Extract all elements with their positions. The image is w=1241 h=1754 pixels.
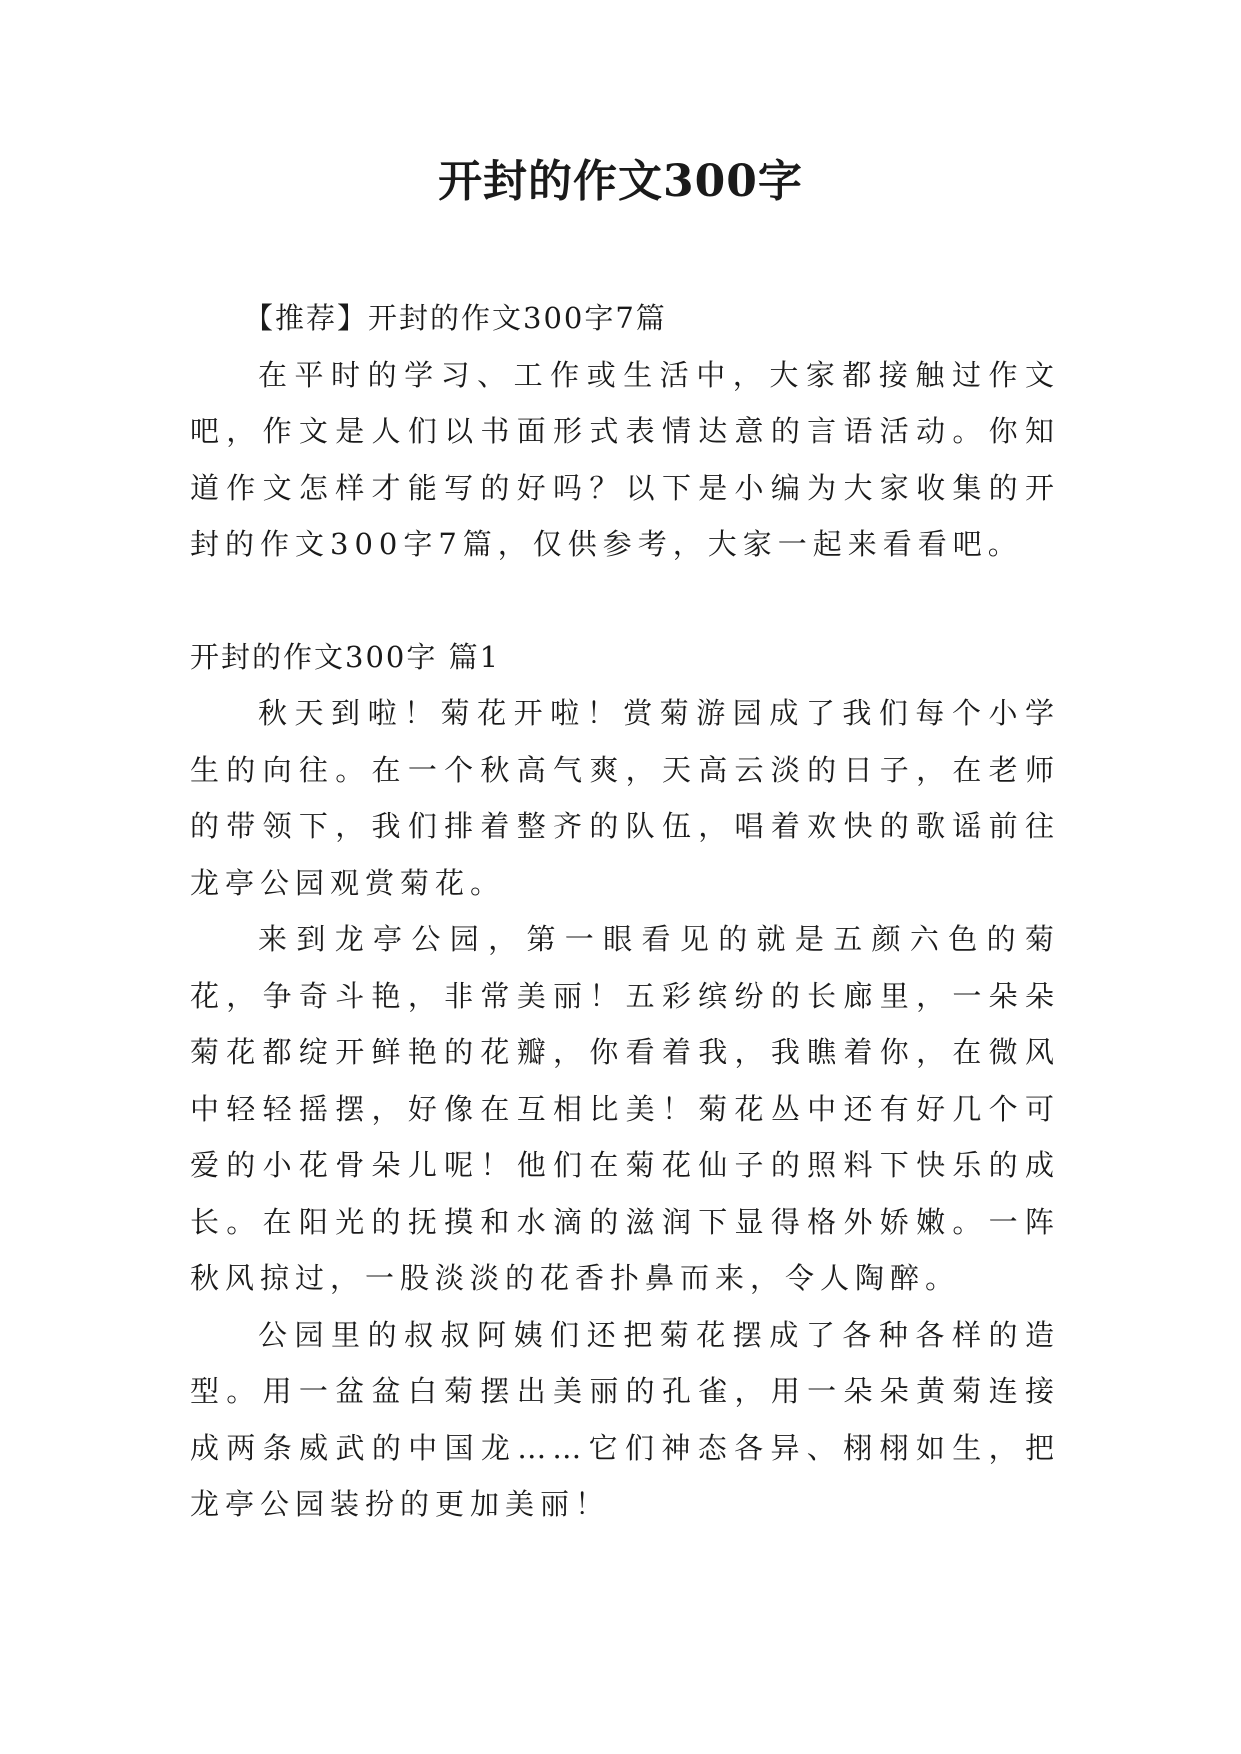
body-paragraph-3: 公园里的叔叔阿姨们还把菊花摆成了各种各样的造型。用一盆盆白菊摆出美丽的孔雀，用一朵朵黄菊连接成两条威武的中国龙……它们神态各异、栩栩如生，把龙亭公园装扮的更加美丽！	[190, 1317, 1060, 1521]
document-title: 开封的作文300字	[438, 156, 803, 207]
document-body	[190, 290, 1060, 1533]
intro-paragraph: 在平时的学习、工作或生活中，大家都接触过作文吧，作文是人们以书面形式表情达意的言语活动。你知道作文怎样才能写的好吗？以下是小编为大家收集的开封的作文300字7篇，仅供参考，大家一起来看看吧。	[190, 357, 1060, 561]
body-paragraph-2: 来到龙亭公园，第一眼看见的就是五颜六色的菊花，争奇斗艳，非常美丽！五彩缤纷的长廊里，一朵朵菊花都绽开鲜艳的花瓣，你看着我，我瞧着你，在微风中轻轻摇摆，好像在互相比美！菊花丛中还有好几个可爱的小花骨朵儿呢！他们在菊花仙子的照料下快乐的成长。在阳光的抚摸和水滴的滋润下显得格外娇嫩。一阵秋风掠过，一股淡淡的花香扑鼻而来，令人陶醉。	[190, 922, 1060, 1295]
section-heading: 开封的作文300字 篇1	[190, 639, 501, 674]
recommend-line: 【推荐】开封的作文300字7篇	[244, 301, 667, 335]
body-paragraph-1: 秋天到啦！菊花开啦！赏菊游园成了我们每个小学生的向往。在一个秋高气爽，天高云淡的日子，在老师的带领下，我们排着整齐的队伍，唱着欢快的歌谣前往龙亭公园观赏菊花。	[190, 696, 1060, 900]
